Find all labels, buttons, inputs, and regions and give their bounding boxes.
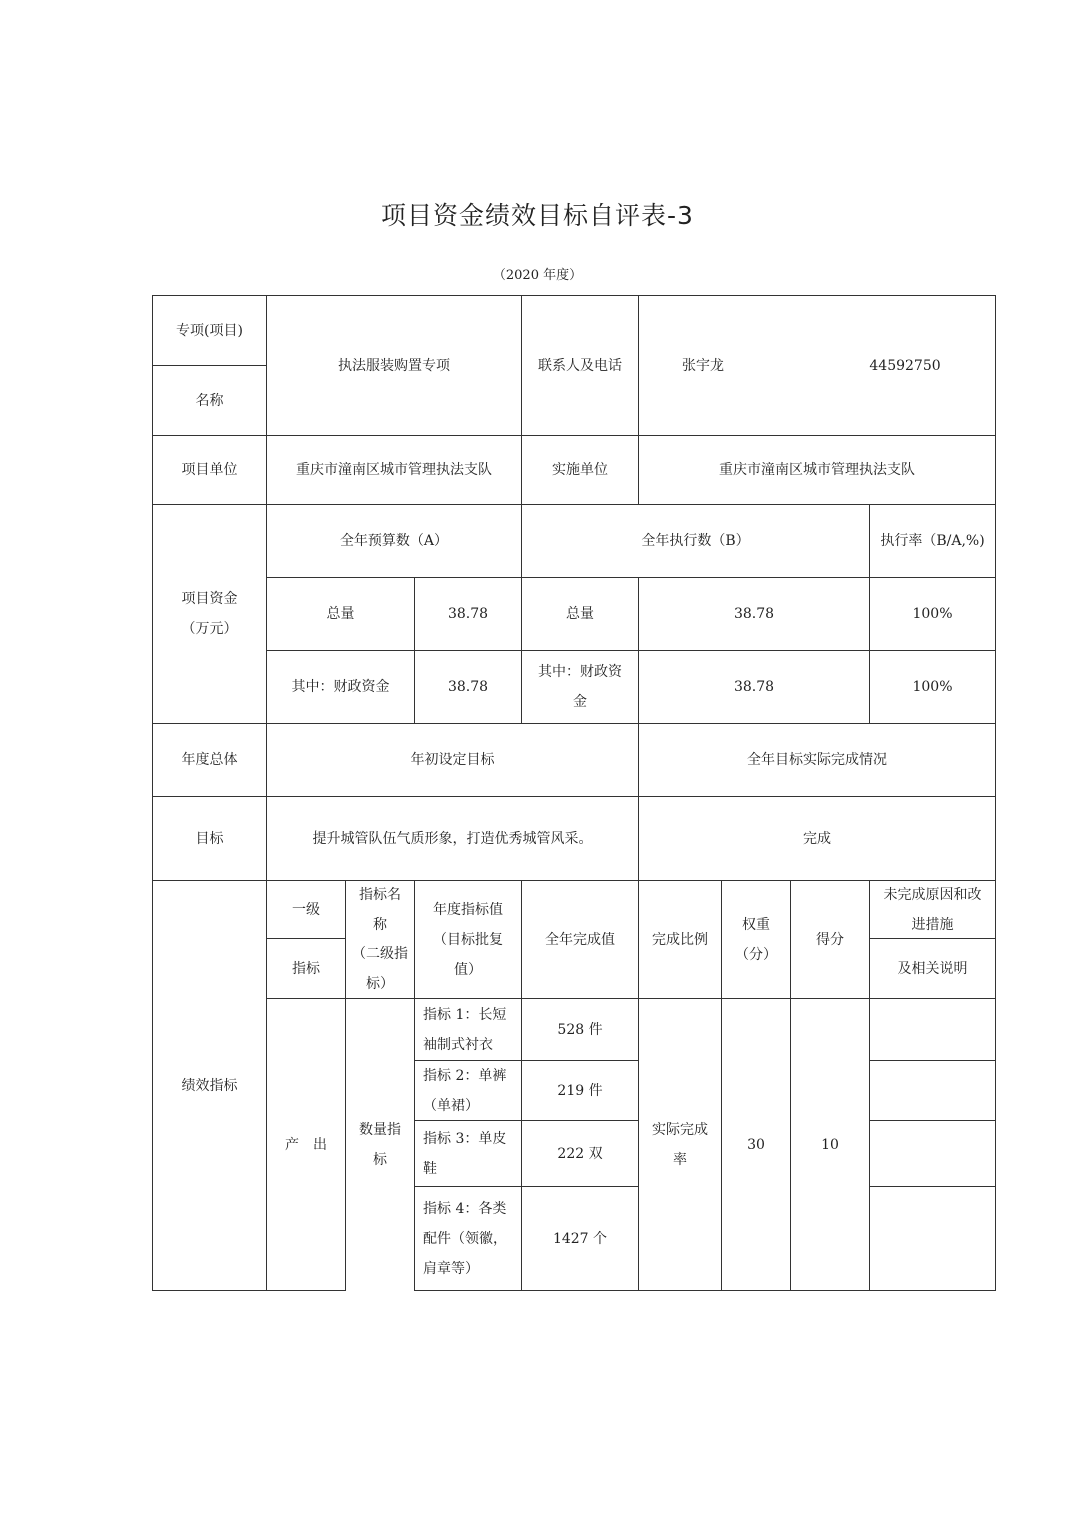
col-level1-1: 一级 bbox=[292, 901, 320, 918]
rate-header: 执行率（B/A,%) bbox=[880, 533, 985, 549]
impl-unit-value: 重庆市潼南区城市管理执法支队 bbox=[719, 462, 915, 478]
weight-value: 30 bbox=[747, 1136, 765, 1153]
project-name-label-2: 名称 bbox=[195, 392, 224, 409]
exec-header: 全年执行数（B） bbox=[641, 533, 750, 549]
project-unit-value: 重庆市潼南区城市管理执法支队 bbox=[296, 462, 492, 478]
total-label: 总量 bbox=[326, 606, 355, 622]
indicator-4: 指标 4：各类配件（领徽，肩章等） bbox=[423, 1200, 507, 1277]
col-value: 年度指标值（目标批复值） bbox=[433, 901, 503, 978]
col-ratio: 完成比例 bbox=[652, 931, 708, 948]
contact-phone: 44592750 bbox=[869, 357, 941, 374]
value-4: 1427 个 bbox=[552, 1230, 608, 1247]
col-name-1: 指标名称 bbox=[359, 886, 401, 933]
col-weight: 权重（分） bbox=[735, 916, 777, 963]
score-value: 10 bbox=[821, 1136, 839, 1153]
col-reason-2: 及相关说明 bbox=[897, 960, 968, 977]
goal-label-2: 目标 bbox=[195, 830, 224, 847]
initial-goal-text: 提升城管队伍气质形象，打造优秀城管风采。 bbox=[312, 830, 593, 847]
page-title: 项目资金绩效目标自评表-3 bbox=[381, 201, 694, 230]
total-rate: 100% bbox=[912, 606, 953, 622]
project-name-label-1: 专项(项目) bbox=[176, 322, 243, 339]
impl-unit-label: 实施单位 bbox=[552, 462, 608, 478]
col-name-2: （二级指标） bbox=[352, 945, 408, 992]
goal-label-1: 年度总体 bbox=[181, 752, 238, 768]
value-2: 219 件 bbox=[557, 1082, 603, 1099]
contact-name: 张宇龙 bbox=[682, 357, 724, 374]
project-name-value: 执法服装购置专项 bbox=[338, 357, 450, 374]
year-label: （2020 年度） bbox=[492, 268, 583, 283]
indicator-1: 指标 1：长短袖制式衬衣 bbox=[423, 1006, 507, 1053]
fiscal-label-exec: 其中：财政资金 bbox=[538, 664, 622, 710]
perf-label: 绩效指标 bbox=[181, 1077, 238, 1094]
indicator-2: 指标 2：单裤（单裙） bbox=[423, 1067, 507, 1114]
initial-goal-header: 年初设定目标 bbox=[410, 752, 495, 768]
level1-output: 产 出 bbox=[285, 1136, 327, 1153]
indicator-3: 指标 3：单皮鞋 bbox=[423, 1130, 507, 1177]
fiscal-exec: 38.78 bbox=[733, 679, 775, 695]
fiscal-label: 其中：财政资金 bbox=[291, 679, 390, 695]
total-label-exec: 总量 bbox=[566, 606, 594, 622]
col-level1-2: 指标 bbox=[292, 960, 320, 977]
col-complete: 全年完成值 bbox=[545, 931, 615, 948]
col-score: 得分 bbox=[816, 931, 844, 948]
contact-label: 联系人及电话 bbox=[538, 357, 622, 374]
completion-ratio: 实际完成率 bbox=[652, 1121, 708, 1168]
fiscal-rate: 100% bbox=[912, 679, 953, 695]
total-budget: 38.78 bbox=[447, 606, 489, 622]
total-exec: 38.78 bbox=[733, 606, 775, 622]
funds-label: 项目资金（万元） bbox=[181, 591, 238, 637]
actual-goal-header: 全年目标实际完成情况 bbox=[747, 752, 887, 768]
level2-quantity: 数量指标 bbox=[359, 1121, 401, 1168]
budget-header: 全年预算数（A） bbox=[339, 533, 449, 549]
project-unit-label: 项目单位 bbox=[181, 462, 238, 478]
actual-goal-text: 完成 bbox=[803, 830, 831, 847]
fiscal-budget: 38.78 bbox=[447, 679, 489, 695]
value-1: 528 件 bbox=[557, 1021, 603, 1038]
value-3: 222 双 bbox=[557, 1145, 603, 1162]
col-reason-1: 未完成原因和改进措施 bbox=[883, 886, 982, 933]
